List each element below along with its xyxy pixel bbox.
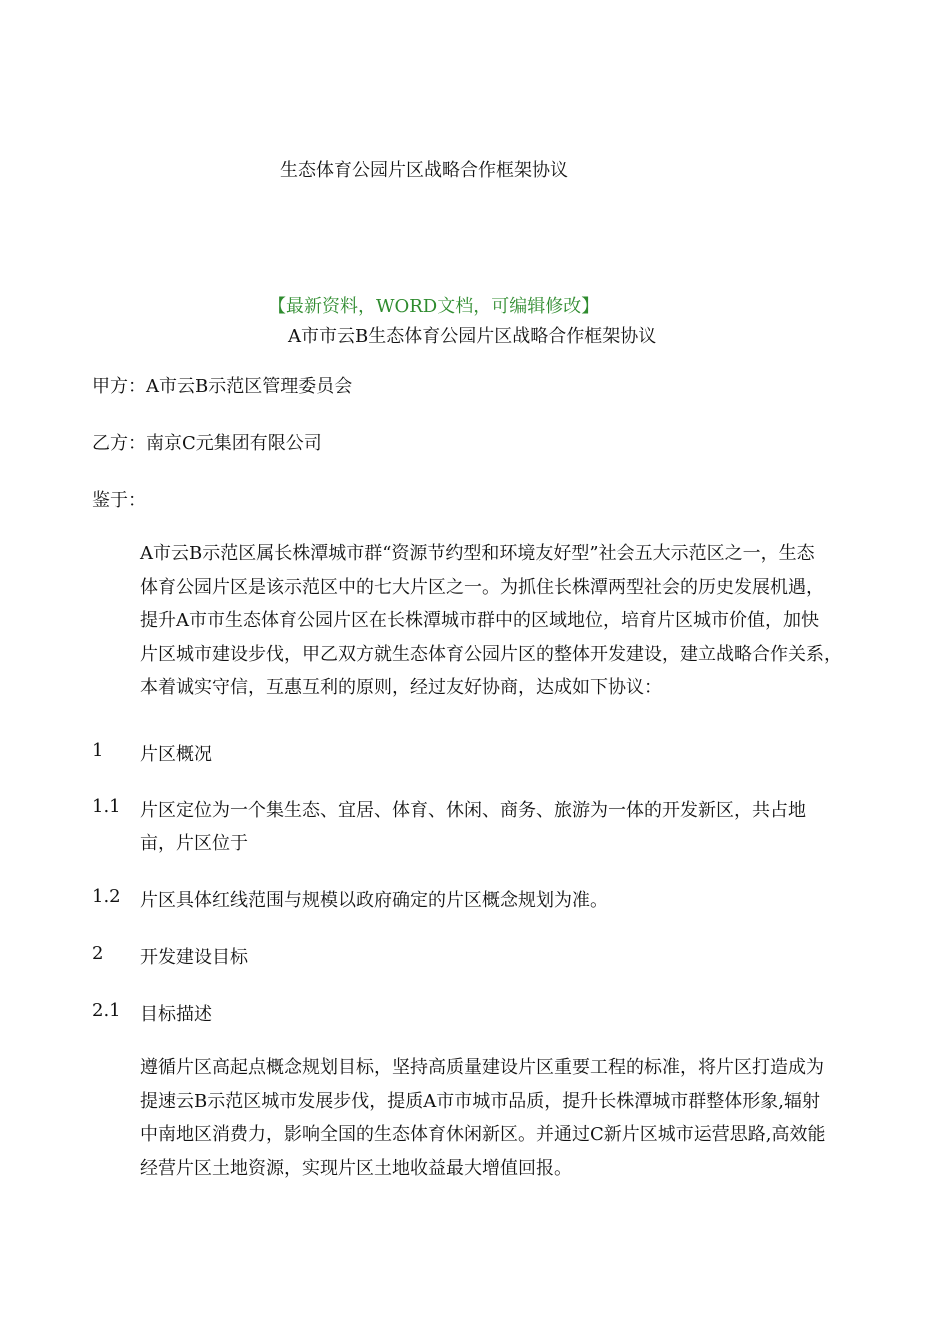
intro-line: 提升A市市生态体育公园片区在长株潭城市群中的区域地位，培育片区城市价值，加快	[140, 610, 819, 631]
goal-line: 中南地区消费力，影响全国的生态体育休闲新区。并通过C新片区城市运营思路,高效能	[140, 1124, 826, 1145]
intro-paragraph	[140, 537, 900, 705]
intro-line: A市云B示范区属长株潭城市群“资源节约型和环境友好型”社会五大示范区之一，生态	[140, 543, 815, 564]
goal-paragraph	[140, 1051, 900, 1185]
edit-notice: 【最新资料，WORD文档，可编辑修改】	[268, 296, 600, 317]
party-a: 甲方：A市云B示范区管理委员会	[92, 376, 353, 397]
page-title: 生态体育公园片区战略合作框架协议	[280, 160, 568, 181]
section-heading: 开发建设目标	[140, 947, 248, 968]
section-text-continued: 亩，片区位于	[140, 833, 248, 854]
section-heading: 片区概况	[140, 744, 212, 765]
section-number: 2	[92, 943, 104, 964]
party-b: 乙方：南京C元集团有限公司	[92, 433, 322, 454]
goal-line: 遵循片区高起点概念规划目标，坚持高质量建设片区重要工程的标准，将片区打造成为	[140, 1057, 824, 1078]
section-number: 1.2	[92, 886, 121, 907]
agreement-subtitle: A市市云B生态体育公园片区战略合作框架协议	[288, 326, 657, 347]
intro-line: 本着诚实守信，互惠互利的原则，经过友好协商，达成如下协议：	[140, 677, 662, 698]
section-number: 1.1	[92, 796, 121, 817]
intro-line: 体育公园片区是该示范区中的七大片区之一。为抓住长株潭两型社会的历史发展机遇，	[140, 576, 824, 598]
intro-line: 片区城市建设步伐，甲乙双方就生态体育公园片区的整体开发建设，建立战略合作关系，	[140, 643, 842, 665]
section-heading: 目标描述	[140, 1004, 212, 1025]
whereas-heading: 鉴于：	[92, 490, 146, 511]
section-text: 片区具体红线范围与规模以政府确定的片区概念规划为准。	[140, 890, 608, 911]
goal-line: 经营片区土地资源，实现片区土地收益最大增值回报。	[140, 1157, 572, 1179]
section-number: 2.1	[92, 1000, 121, 1021]
section-number: 1	[92, 740, 104, 761]
section-text: 片区定位为一个集生态、宜居、体育、休闲、商务、旅游为一体的开发新区，共占地	[140, 800, 806, 821]
goal-line: 提速云B示范区城市发展步伐，提质A市市城市品质，提升长株潭城市群整体形象,辐射	[140, 1090, 820, 1112]
